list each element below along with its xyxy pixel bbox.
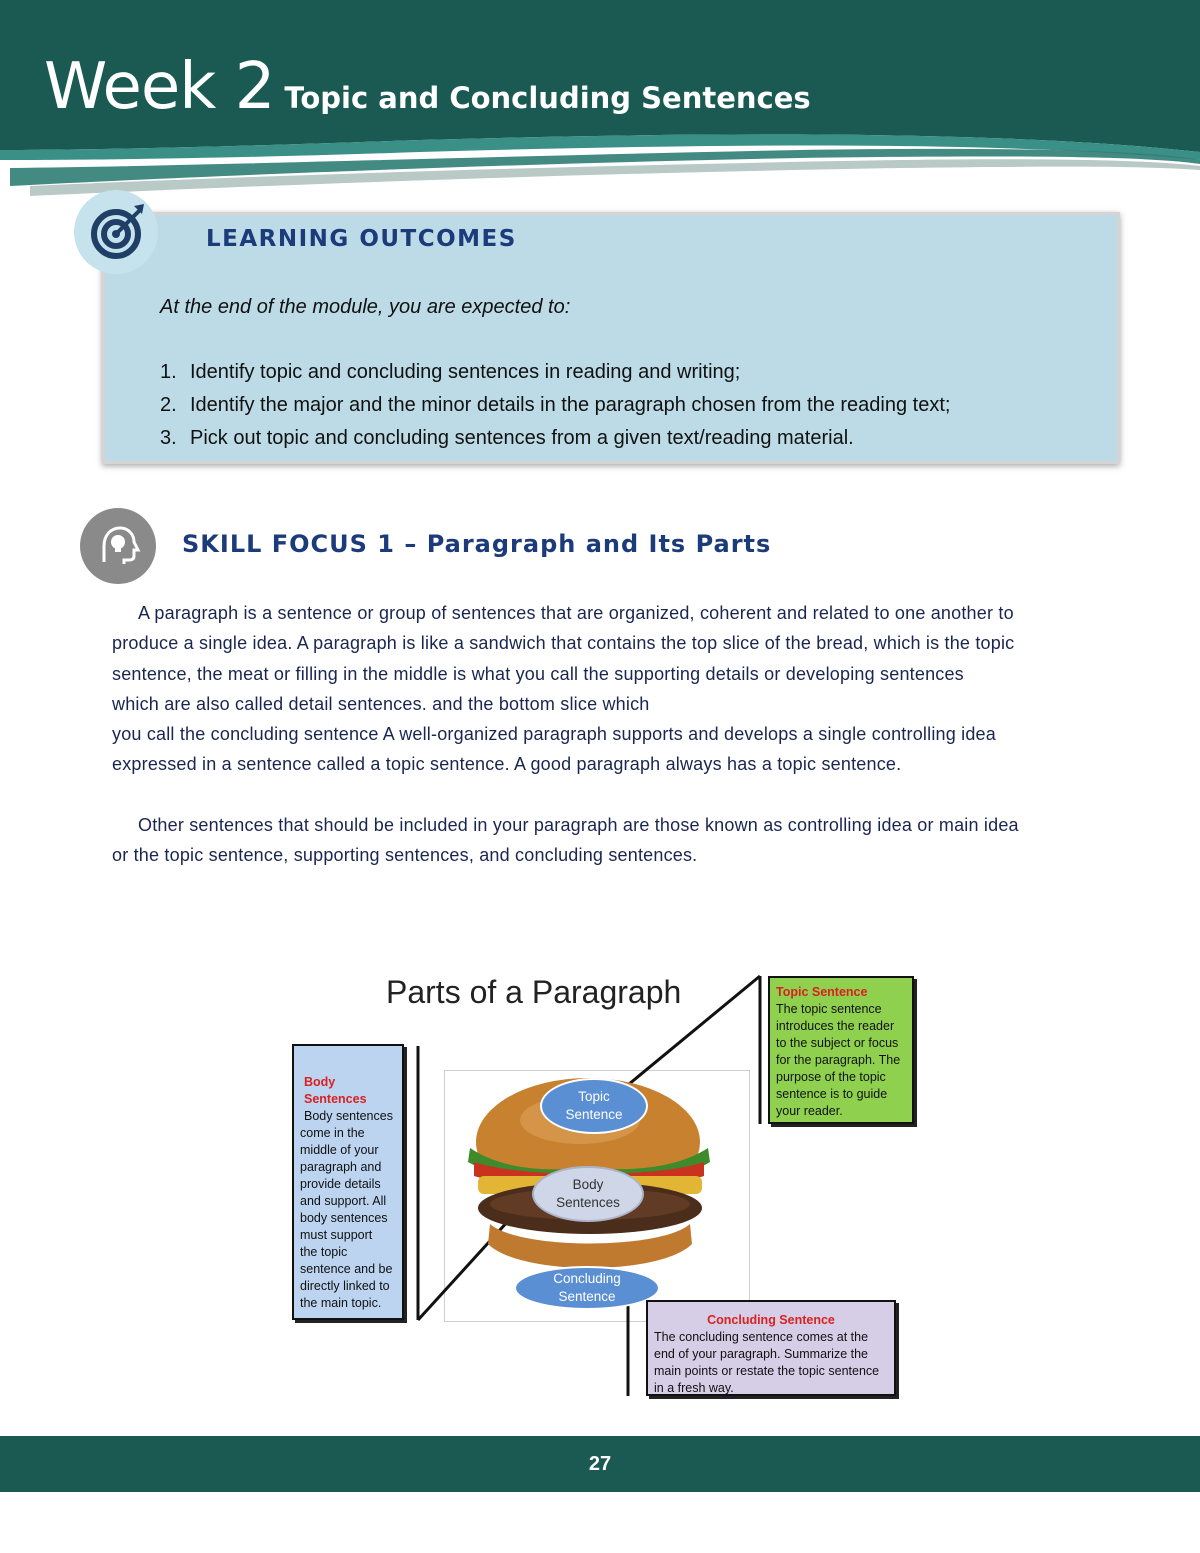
line-text: A paragraph is a sentence or group of sentences that are organized, coherent and related to one another to xyxy=(138,603,1014,623)
callout-line: Body sentences xyxy=(304,1109,393,1123)
item-text: Identify topic and concluding sentences in reading and writing; xyxy=(190,361,741,383)
callout-title: Concluding Sentence xyxy=(707,1313,835,1327)
week-subtitle: Topic and Concluding Sentences xyxy=(284,81,811,115)
callout-line: main points or restate the topic sentence xyxy=(654,1364,880,1378)
oval-label-line: Sentence xyxy=(565,1107,623,1122)
topic-sentence-oval xyxy=(540,1078,648,1134)
callout-line: provide details xyxy=(300,1177,381,1191)
item-text: Identify the major and the minor details in the paragraph chosen from the reading text; xyxy=(190,394,951,416)
oval-label-line: Sentences xyxy=(556,1195,620,1210)
item-number: 2. xyxy=(160,394,177,416)
learning-outcomes-heading: LEARNING OUTCOMES xyxy=(206,226,517,252)
callout-line: paragraph and xyxy=(300,1160,382,1174)
oval-label-line: Concluding xyxy=(553,1271,621,1286)
oval-label-line: Body xyxy=(572,1177,604,1192)
callout-line: The topic sentence xyxy=(776,1002,882,1016)
callout-line: end of your paragraph. Summarize the xyxy=(654,1347,869,1361)
callout-line: directly linked to xyxy=(300,1279,390,1293)
callout-line: middle of your xyxy=(300,1143,379,1157)
callout-line: body sentences xyxy=(300,1211,388,1225)
text-line: produce a single idea. A paragraph is like a sandwich that contains the top slice of the bread, which is the topic xyxy=(112,633,1015,654)
callout-line: sentence and be xyxy=(300,1262,393,1276)
line-text: Other sentences that should be included in your paragraph are those known as controlling idea or main idea xyxy=(138,815,1019,835)
text-line: sentence, the meat or filling in the middle is what you call the supporting details or developing sentences xyxy=(112,663,964,684)
callout-title: Topic Sentence xyxy=(776,985,868,999)
callout-line: the topic xyxy=(300,1245,348,1259)
oval-label-line: Topic xyxy=(578,1089,610,1104)
page-number: 27 xyxy=(588,1453,612,1475)
callout-line: in a fresh way. xyxy=(654,1381,734,1395)
item-text: Pick out topic and concluding sentences from a given text/reading material. xyxy=(190,427,854,449)
text-line: or the topic sentence, supporting sentences, and concluding sentences. xyxy=(112,845,698,866)
concluding-sentence-oval xyxy=(514,1266,660,1310)
text-line: expressed in a sentence called a topic sentence. A good paragraph always has a topic sentence. xyxy=(112,754,902,775)
callout-line: sentence is to guide xyxy=(776,1087,888,1101)
callout-line: for the paragraph. The xyxy=(776,1053,901,1067)
callout-line: the main topic. xyxy=(300,1296,382,1310)
item-number: 1. xyxy=(160,361,177,383)
oval-label-line: Sentence xyxy=(558,1289,616,1304)
callout-line: come in the xyxy=(300,1126,365,1140)
week-label: Week 2 xyxy=(44,50,275,124)
callout-line: introduces the reader xyxy=(776,1019,895,1033)
callout-line: and support. All xyxy=(300,1194,387,1208)
text-line: you call the concluding sentence A well-organized paragraph supports and develops a single controlling idea xyxy=(112,724,996,745)
callout-line: purpose of the topic xyxy=(776,1070,886,1084)
concluding-sentence-callout xyxy=(646,1300,896,1396)
body-sentences-oval xyxy=(532,1166,644,1222)
callout-line: your reader. xyxy=(776,1104,843,1118)
callout-line: The concluding sentence comes at the xyxy=(654,1330,869,1344)
callout-line: to the subject or focus xyxy=(776,1036,899,1050)
learning-outcomes-intro: At the end of the module, you are expected to: xyxy=(160,296,571,318)
callout-title: Body Sentences xyxy=(304,1075,367,1106)
text-line: which are also called detail sentences. and the bottom slice which xyxy=(112,693,650,714)
diagram-title: Parts of a Paragraph xyxy=(386,974,682,1010)
skill-focus-heading: SKILL FOCUS 1 – Paragraph and Its Parts xyxy=(182,530,772,558)
body-sentences-callout xyxy=(292,1044,404,1320)
topic-sentence-callout xyxy=(768,976,914,1124)
callout-line: must support xyxy=(300,1228,373,1242)
item-number: 3. xyxy=(160,427,177,449)
